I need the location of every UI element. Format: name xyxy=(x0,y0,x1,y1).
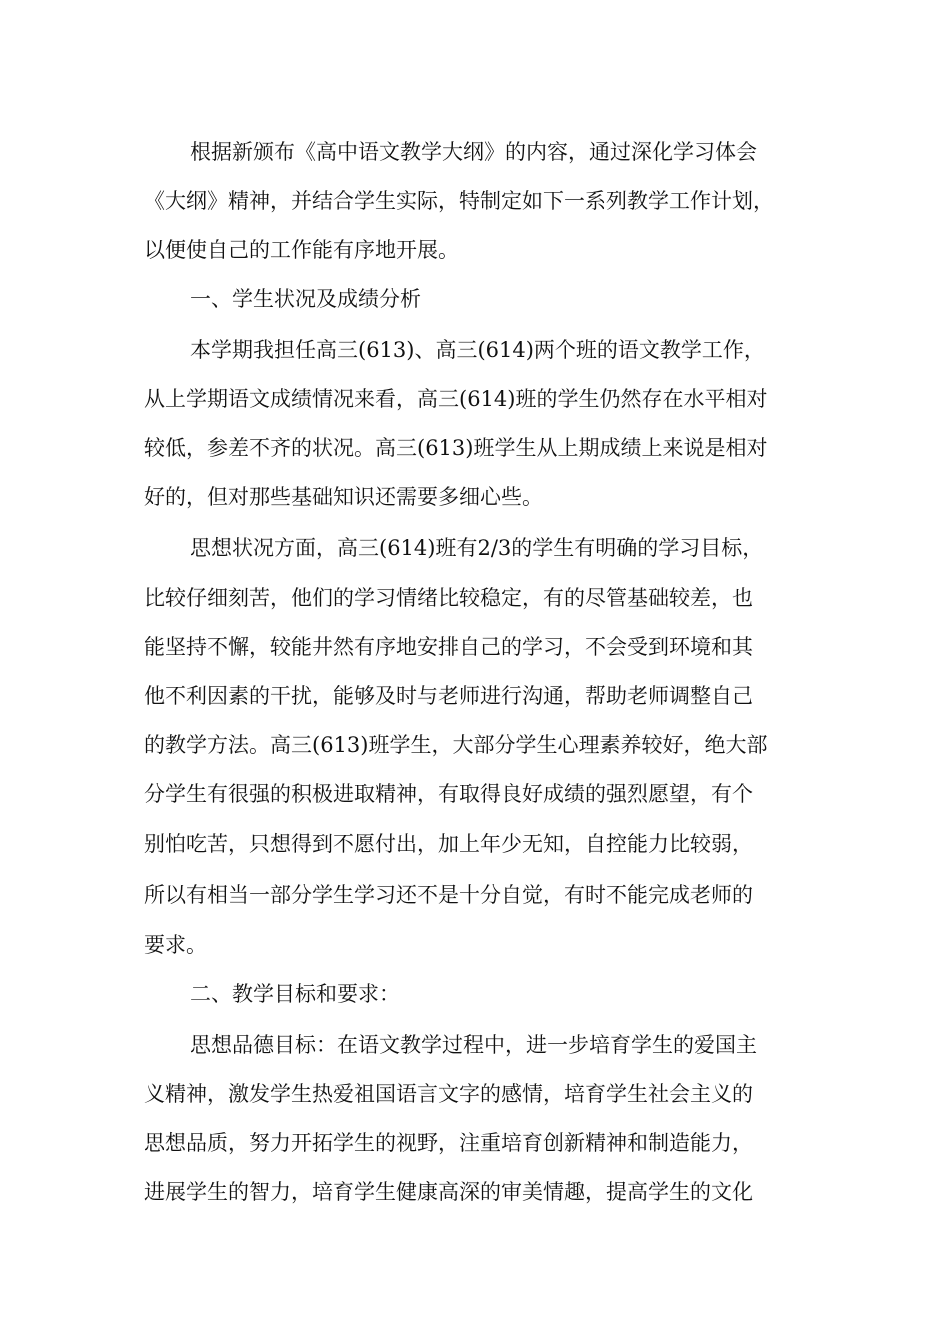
section-heading: 二、教学目标和要求： xyxy=(190,982,400,1006)
text-line: 分学生有很强的积极进取精神，有取得良好成绩的强烈愿望，有个 xyxy=(144,782,753,806)
text-line: 比较仔细刻苦，他们的学习情绪比较稳定，有的尽管基础较差，也 xyxy=(144,586,753,610)
text-line: 要求。 xyxy=(144,933,207,957)
text-line: 的教学方法。高三(613)班学生，大部分学生心理素养较好，绝大部 xyxy=(144,733,768,757)
text-line: 本学期我担任高三(613)、高三(614)两个班的语文教学工作， xyxy=(190,338,765,362)
text-line: 义精神，激发学生热爱祖国语言文字的感情，培育学生社会主义的 xyxy=(144,1082,753,1106)
text-line: 《大纲》精神，并结合学生实际，特制定如下一系列教学工作计划， xyxy=(144,189,774,213)
text-line: 思想品质，努力开拓学生的视野，注重培育创新精神和制造能力， xyxy=(144,1131,753,1155)
text-line: 以便使自己的工作能有序地开展。 xyxy=(144,238,459,262)
text-line: 从上学期语文成绩情况来看，高三(614)班的学生仍然存在水平相对 xyxy=(144,387,768,411)
text-line: 能坚持不懈，较能井然有序地安排自己的学习，不会受到环境和其 xyxy=(144,635,753,659)
section-heading: 一、学生状况及成绩分析 xyxy=(190,287,421,311)
text-line: 别怕吃苦，只想得到不愿付出，加上年少无知，自控能力比较弱， xyxy=(144,832,753,856)
text-line: 思想状况方面，高三(614)班有2/3的学生有明确的学习目标， xyxy=(190,536,764,560)
text-line: 较低，参差不齐的状况。高三(613)班学生从上期成绩上来说是相对 xyxy=(144,436,768,460)
text-line: 思想品德目标：在语文教学过程中，进一步培育学生的爱国主 xyxy=(190,1033,757,1057)
text-line: 所以有相当一部分学生学习还不是十分自觉，有时不能完成老师的 xyxy=(144,883,753,907)
text-line: 好的，但对那些基础知识还需要多细心些。 xyxy=(144,485,543,509)
text-line: 他不利因素的干扰，能够及时与老师进行沟通，帮助老师调整自己 xyxy=(144,684,753,708)
text-line: 根据新颁布《高中语文教学大纲》的内容，通过深化学习体会 xyxy=(190,140,757,164)
text-line: 进展学生的智力，培育学生健康高深的审美情趣，提高学生的文化 xyxy=(144,1180,753,1204)
